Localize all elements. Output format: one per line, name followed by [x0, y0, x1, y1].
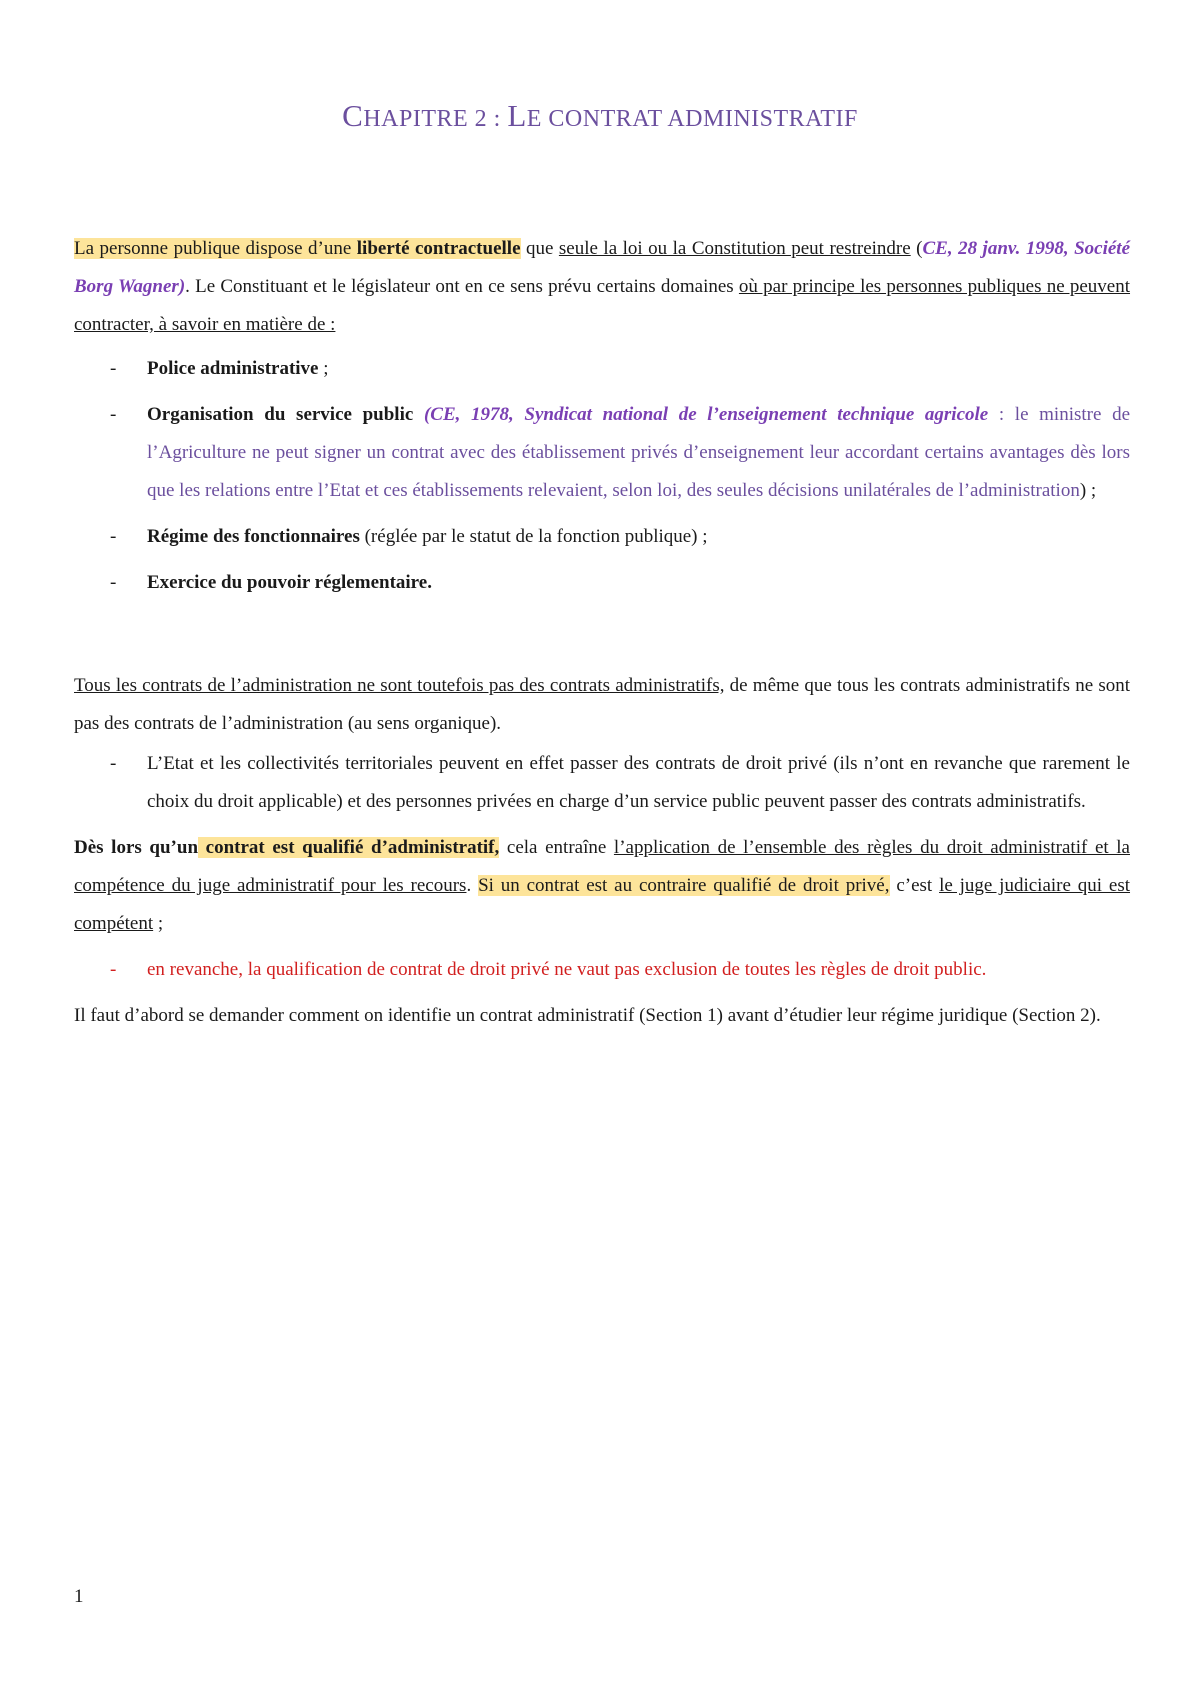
document-body	[74, 230, 1130, 1035]
list-item: - Police administrative ;	[110, 358, 329, 379]
list-item: - Régime des fonctionnaires (réglée par le statut de la fonction publique) ;	[110, 526, 708, 547]
list-item: - Exercice du pouvoir réglementaire.	[110, 572, 432, 593]
exception-list	[74, 951, 1130, 989]
private-law-list	[74, 745, 1130, 821]
page-number: 1	[74, 1586, 84, 1607]
chapter-title: CHAPITRE 2 : LE CONTRAT ADMINISTRATIF	[342, 98, 858, 133]
restricted-domains-list	[74, 350, 1130, 602]
list-item: - L’Etat et les collectivités territoriales peuvent en effet passer des contrats de droit privé (ils n’ont en revanche que rarement le choix du droit applicable) et des personnes privées en charge d’un service public peuvent passer des contrats administratifs.	[110, 753, 1130, 812]
paragraph-conclusion: Il faut d’abord se demander comment on identifie un contrat administratif (Section 1) avant d’étudier leur régime juridique (Section 2).	[74, 1005, 1101, 1026]
paragraph-intro: La personne publique dispose d’une liberté contractuelle que seule la loi ou la Constitution peut restreindre (CE, 28 janv. 1998, Société Borg Wagner). Le Constituant et le législateur ont en ce sens prévu certains domaines où par principe les personnes publiques ne peuvent contracter, à savoir en matière de :	[74, 238, 1131, 335]
list-item: - en revanche, la qualification de contrat de droit privé ne vaut pas exclusion de toutes les règles de droit public.	[110, 959, 987, 980]
list-item: - Organisation du service public (CE, 1978, Syndicat national de l’enseignement technique agricole : le ministre de l’Agriculture ne peut signer un contrat avec des établissement privés d’enseignement leur accordant certains avantages dès lors que les relations entre l’Etat et ces établissements relevaient, selon loi, des seules décisions unilatérales de l’administration) ;	[110, 404, 1131, 501]
paragraph-contracts: Tous les contrats de l’administration ne sont toutefois pas des contrats administratifs, de même que tous les contrats administratifs ne sont pas des contrats de l’administration (au sens organique).	[74, 675, 1130, 734]
paragraph-qualification: Dès lors qu’un contrat est qualifié d’administratif, cela entraîne l’application de l’ensemble des règles du droit administratif et la compétence du juge administratif pour les recours. Si un contrat est au contraire qualifié de droit privé, c’est le juge judiciaire qui est compétent ;	[74, 837, 1131, 934]
